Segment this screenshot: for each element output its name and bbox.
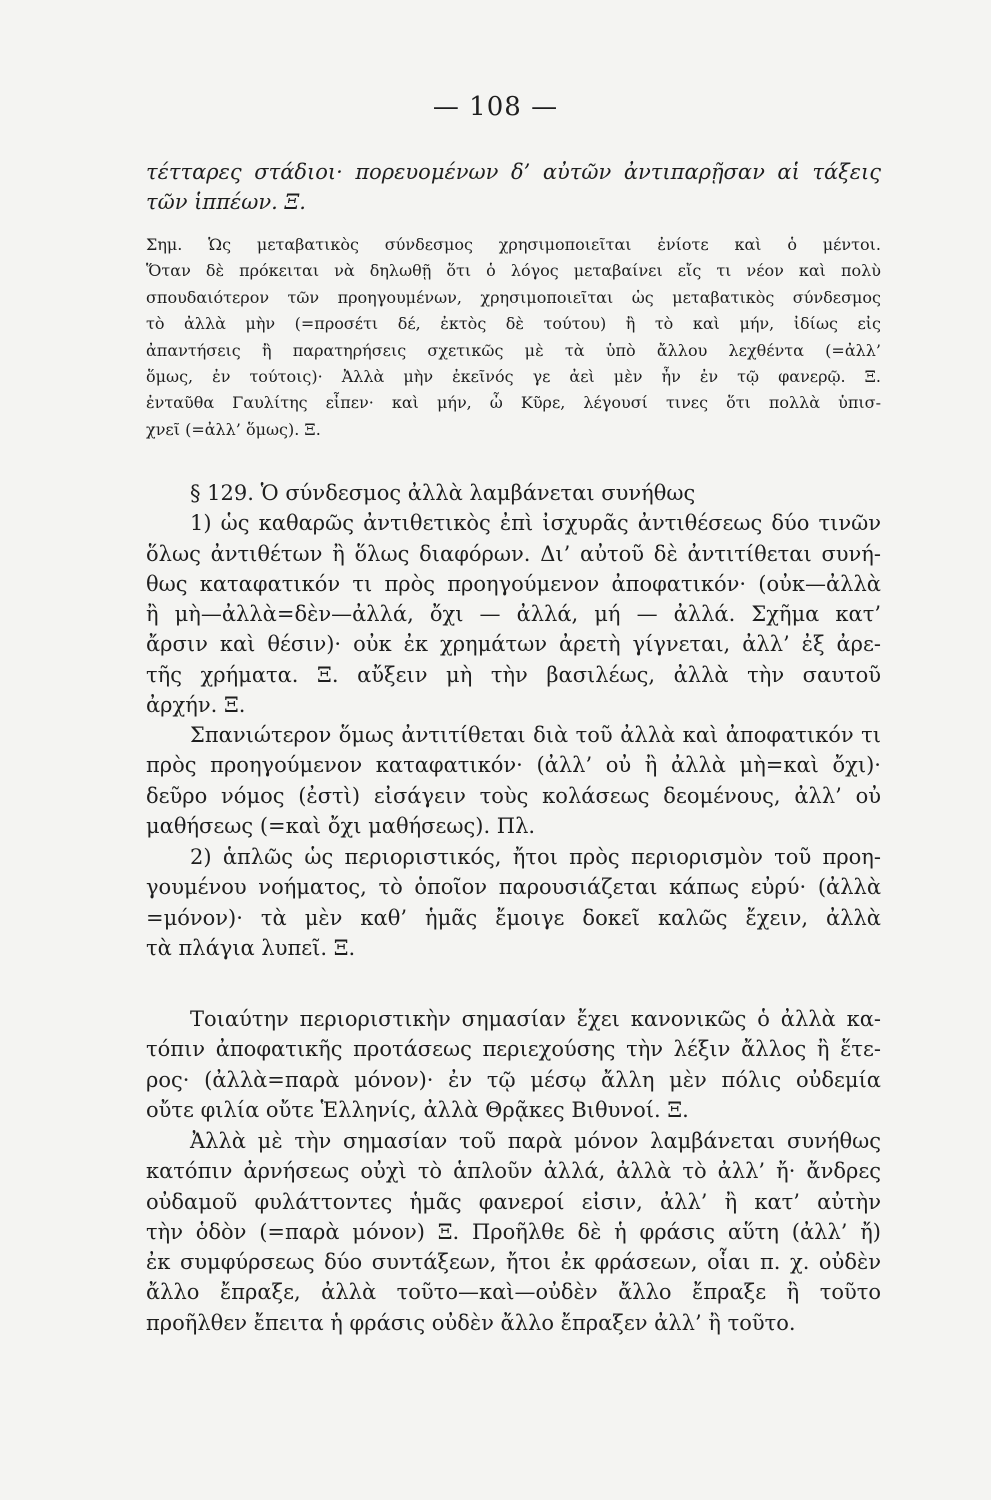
note-line: ἐνταῦθα Γαυλίτης εἶπεν· καὶ μήν, ὦ Κῦρε, λέγουσί τινες ὅτι πολλὰ ὑπισ- — [146, 393, 881, 413]
text-line: Ἀλλὰ μὲ τὴν σημασίαν τοῦ παρὰ μόνον λαμβάνεται συνήθως — [190, 1129, 881, 1153]
text-line: κατόπιν ἀρνήσεως οὐχὶ τὸ ἁπλοῦν ἀλλά, ἀλλὰ τὸ ἀλλ’ ἤ· ἄνδρες — [146, 1159, 881, 1184]
note-line: χνεῖ (=ἀλλ’ ὅμως). Ξ. — [146, 419, 321, 439]
text-line: ἀρχήν. Ξ. — [146, 693, 246, 718]
top-paragraph — [146, 157, 881, 218]
text-line: τόπιν ἀποφατικῆς προτάσεως περιεχούσης τὴν λέξιν ἄλλος ἢ ἕτε- — [146, 1037, 881, 1062]
note-block — [146, 232, 881, 443]
text-line: θως καταφατικόν τι πρὸς προηγούμενον ἀποφατικόν· (οὐκ—ἀλλὰ — [146, 571, 881, 596]
text-line: τῆς χρήματα. Ξ. αὔξειν μὴ τὴν βασιλέως, ἀλλὰ τὴν σαυτοῦ — [146, 662, 881, 687]
text-line: ἄλλο ἔπραξε, ἀλλὰ τοῦτο—καὶ—οὐδὲν ἄλλο ἔπραξε ἢ τοῦτο — [146, 1280, 881, 1305]
text-line: γουμένου νοήματος, τὸ ὁποῖον παρουσιάζεται κάπως εὐρύ· (ἀλλὰ — [146, 875, 881, 900]
text-line: μαθήσεως (=καὶ ὄχι μαθήσεως). Πλ. — [146, 813, 536, 838]
note-line: ὅμως, ἐν τούτοις)· Ἀλλὰ μὴν ἐκεῖνός γε ἀεὶ μὲν ἦν ἐν τῷ φανερῷ. Ξ. — [146, 367, 881, 387]
text-line: Σπανιώτερον ὅμως ἀντιτίθεται διὰ τοῦ ἀλλὰ καὶ ἀποφατικόν τι — [190, 723, 881, 747]
text-line: οὐδαμοῦ φυλάττοντες ἡμᾶς φανεροί εἰσιν, ἀλλ’ ἢ κατ’ αὐτὴν — [146, 1189, 881, 1214]
text-line: ἐκ συμφύρσεως δύο συντάξεων, ἤτοι ἐκ φράσεων, οἷαι π. χ. οὐδὲν — [146, 1250, 881, 1275]
paragraph-alla-me — [146, 1126, 881, 1338]
text-line: δεῦρο νόμος (ἐστὶ) εἰσάγειν τοὺς κολάσεως δεομένους, ἀλλ’ οὐ — [146, 783, 881, 808]
text-line: ἄρσιν καὶ θέσιν)· οὐκ ἐκ χρημάτων ἀρετὴ γίγνεται, ἀλλ’ ἐξ ἀρε- — [146, 632, 881, 657]
text-line: τῶν ἱππέων. Ξ. — [146, 190, 306, 215]
text-line: προῆλθεν ἔπειτα ἡ φράσις οὐδὲν ἄλλο ἔπραξεν ἀλλ’ ἢ τοῦτο. — [146, 1310, 796, 1335]
text-line: =μόνον)· τὰ μὲν καθ’ ἡμᾶς ἔμοιγε δοκεῖ καλῶς ἔχειν, ἀλλὰ — [146, 905, 881, 930]
text-line: ἢ μὴ—ἀλλὰ=δὲν—ἀλλά, ὄχι — ἀλλά, μή — ἀλλά. Σχῆμα κατ’ — [146, 602, 881, 627]
text-line: 2) ἁπλῶς ὡς περιοριστικός, ἤτοι πρὸς περιορισμὸν τοῦ προη- — [190, 845, 881, 869]
text-line: οὔτε φιλία οὔτε Ἑλληνίς, ἀλλὰ Θρᾷκες Βιθυνοί. Ξ. — [146, 1097, 689, 1122]
text-line: Τοιαύτην περιοριστικὴν σημασίαν ἔχει κανονικῶς ὁ ἀλλὰ κα- — [190, 1007, 881, 1031]
note-line: ἀπαντήσεις ἢ παρατηρήσεις σχετικῶς μὲ τὰ ὑπὸ ἄλλου λεχθέντα (=ἀλλ’ — [146, 340, 881, 360]
page-number: — 108 — — [432, 92, 559, 122]
note-line: σπουδαιότερον τῶν προηγουμένων, χρησιμοποιεῖται ὡς μεταβατικὸς σύνδεσμος — [146, 287, 881, 307]
note-line: Ὅταν δὲ πρόκειται νὰ δηλωθῇ ὅτι ὁ λόγος μεταβαίνει εἴς τι νέον καὶ πολὺ — [146, 261, 881, 281]
note-line: τὸ ἀλλὰ μὴν (=προσέτι δέ, ἐκτὸς δὲ τούτου) ἢ τὸ καὶ μήν, ἰδίως εἰς — [146, 314, 881, 334]
paragraph-spaniōteron — [146, 720, 881, 841]
text-line: τὰ πλάγια λυπεῖ. Ξ. — [146, 935, 356, 960]
text-line: πρὸς προηγούμενον καταφατικόν· (ἀλλ’ οὐ ἢ ἀλλὰ μὴ=καὶ ὄχι)· — [146, 753, 881, 778]
text-line: 1) ὡς καθαρῶς ἀντιθετικὸς ἐπὶ ἰσχυρᾶς ἀντιθέσεως δύο τινῶν — [190, 511, 881, 536]
text-line: ρος· (ἀλλὰ=παρὰ μόνον)· ἐν τῷ μέσῳ ἄλλη μὲν πόλις οὐδεμία — [146, 1067, 881, 1092]
text-line: τὴν ὁδὸν (=παρὰ μόνον) Ξ. Προῆλθε δὲ ἡ φράσις αὕτη (ἀλλ’ ἤ) — [146, 1219, 881, 1244]
section-heading: § 129. Ὁ σύνδεσμος ἀλλὰ λαμβάνεται συνήθως — [190, 481, 696, 505]
paragraph-toiautēn — [146, 1004, 881, 1125]
text-line: τέτταρες στάδιοι· πορευομένων δ’ αὐτῶν ἀντιπαρῇσαν αἱ τάξεις — [146, 160, 881, 184]
paragraph-2 — [146, 842, 881, 963]
text-line: ὅλως ἀντιθέτων ἢ ὅλως διαφόρων. Δι’ αὐτοῦ δὲ ἀντιτίθεται συνή- — [146, 541, 881, 566]
section-129 — [146, 478, 881, 720]
note-line: Σημ. Ὡς μεταβατικὸς σύνδεσμος χρησιμοποιεῖται ἐνίοτε καὶ ὁ μέντοι. — [146, 235, 881, 254]
